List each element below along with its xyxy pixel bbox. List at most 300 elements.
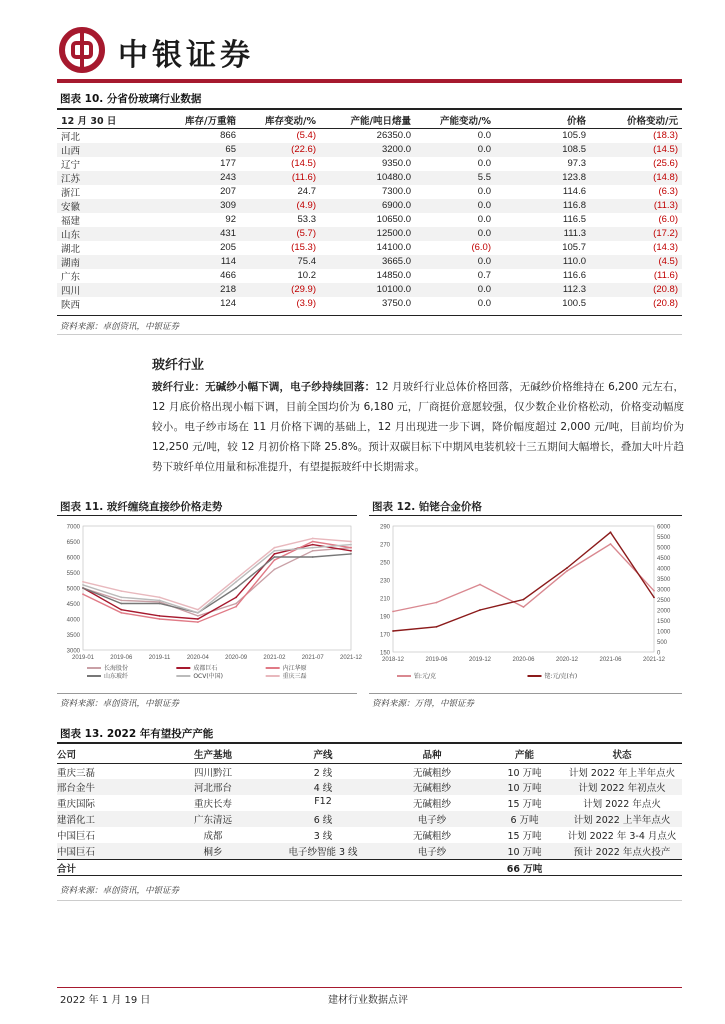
section-heading: 玻纤行业 bbox=[152, 358, 205, 373]
table13-cell: 无碱粗纱 bbox=[412, 767, 451, 779]
y-tick-label: 290 bbox=[379, 524, 390, 531]
table10-cell: 河北 bbox=[61, 131, 81, 143]
table10-cell: 92 bbox=[225, 214, 236, 225]
table10-cell: 四川 bbox=[57, 283, 152, 297]
data-point bbox=[350, 547, 352, 549]
table10-row bbox=[57, 283, 682, 297]
table10-cell: 123.8 bbox=[495, 171, 590, 185]
table13-cell: 河北邢台 bbox=[157, 779, 269, 795]
legend-label: 铑:元/克(右) bbox=[544, 673, 578, 681]
y-tick-label: 3500 bbox=[66, 633, 80, 639]
table13-cell: 6 线 bbox=[269, 811, 377, 827]
table10-cell: (29.9) bbox=[240, 283, 320, 297]
table13-cell: 4 线 bbox=[269, 779, 377, 795]
table13-top-rule bbox=[57, 742, 682, 744]
source-divider bbox=[57, 334, 682, 335]
data-point bbox=[274, 553, 276, 555]
table10-col-header: 产能变动/% bbox=[415, 113, 495, 128]
table10-row bbox=[57, 297, 682, 311]
province-glass-table bbox=[57, 113, 682, 311]
data-point bbox=[120, 600, 122, 602]
table13-cell bbox=[269, 859, 377, 875]
table10-cell: 0.0 bbox=[477, 214, 491, 225]
data-point bbox=[159, 618, 161, 620]
table13-cell: 重庆三磊 bbox=[57, 767, 96, 779]
data-point bbox=[610, 543, 612, 545]
table13-cell bbox=[377, 859, 487, 875]
table10-row bbox=[57, 255, 682, 269]
table10-cell: (5.7) bbox=[240, 227, 320, 241]
table13-cell: 计划 2022 上半年点火 bbox=[562, 811, 682, 827]
table10-cell: 466 bbox=[220, 270, 236, 281]
table13-cell bbox=[562, 859, 682, 875]
table10-cell: 安徽 bbox=[57, 199, 152, 213]
y2-tick-label: 4000 bbox=[657, 566, 671, 573]
table10-col-header: 库存变动/% bbox=[240, 113, 320, 128]
x-tick-label: 2019-12 bbox=[468, 657, 492, 663]
table10-row bbox=[57, 199, 682, 213]
data-point bbox=[120, 590, 122, 592]
table13-cell: 10 万吨 bbox=[507, 767, 542, 779]
x-tick-label: 2019-01 bbox=[71, 655, 95, 661]
table10-cell: 10480.0 bbox=[320, 171, 415, 185]
table10-cell: 108.5 bbox=[495, 143, 590, 157]
legend-label: 重庆三磊 bbox=[282, 673, 307, 681]
y-tick-label: 230 bbox=[379, 578, 390, 585]
table13-cell: 6 万吨 bbox=[487, 811, 562, 827]
data-point bbox=[653, 597, 655, 599]
y2-tick-label: 6000 bbox=[657, 524, 671, 531]
data-point bbox=[235, 603, 237, 605]
y-tick-label: 210 bbox=[379, 596, 390, 603]
footer-rule bbox=[57, 987, 682, 988]
data-point bbox=[610, 531, 612, 533]
data-point bbox=[274, 550, 276, 552]
table10-cell: 0.0 bbox=[477, 130, 491, 141]
table10-cell: 6900.0 bbox=[320, 199, 415, 213]
data-point bbox=[312, 547, 314, 549]
table10-cell: 0.7 bbox=[477, 270, 491, 281]
chart12-top-rule bbox=[369, 515, 682, 516]
y2-tick-label: 1000 bbox=[657, 629, 671, 636]
data-point bbox=[197, 621, 199, 623]
paragraph-body: 12 月玻纤行业总体价格回落，无碱纱价格维持在 6,200 元左右，12 月底价格出现小幅下调，目前全国均价为 6,180 元，厂商挺价意愿较强，仅少数企业价格松动，价格变动幅度较小。电子纱市场在 11 月价格下调的基础上，12 月出现进一步下调，降价幅度超过 2,000 元/吨，目前均价为 12,250 元/吨，较 12 月初价格下降 25.8%。预计双碳目标下中期风电装机较十三五期间大幅增长，叠加大叶片趋势下玻纤单位用量和标准提升，有望提振玻纤中长期需求。 bbox=[152, 381, 685, 473]
table10-cell: (20.8) bbox=[653, 298, 678, 309]
y2-tick-label: 1500 bbox=[657, 619, 671, 625]
table10-cell: (4.9) bbox=[240, 199, 320, 213]
table10-cell: 105.7 bbox=[562, 242, 586, 253]
y2-tick-label: 5500 bbox=[657, 535, 671, 541]
chart11-bottom-rule bbox=[57, 693, 357, 694]
table10-cell: 114.6 bbox=[562, 186, 586, 197]
legend-label: 长海股份 bbox=[104, 665, 129, 673]
table10-cell: 100.5 bbox=[562, 298, 586, 309]
table10-cell: 0.0 bbox=[415, 255, 495, 269]
data-point bbox=[235, 587, 237, 589]
data-point bbox=[436, 602, 438, 604]
table10-cell: 0.0 bbox=[415, 199, 495, 213]
data-point bbox=[120, 596, 122, 598]
data-point bbox=[350, 544, 352, 546]
table10-cell: 0.0 bbox=[477, 158, 491, 169]
table10-cell: (4.5) bbox=[590, 255, 682, 269]
footer-date: 2022 年 1 月 19 日 bbox=[60, 995, 151, 1006]
table13-cell: 3 线 bbox=[313, 831, 333, 842]
table13-cell: 重庆国际 bbox=[57, 799, 96, 810]
table10-cell: 福建 bbox=[61, 215, 81, 227]
data-point bbox=[197, 615, 199, 617]
brand-name: 中银证券 bbox=[118, 38, 254, 73]
table10-cell: (6.0) bbox=[471, 242, 491, 253]
table13-row bbox=[57, 827, 682, 843]
table13-cell: 预计 2022 年点火投产 bbox=[562, 843, 682, 859]
table10-cell: (14.5) bbox=[291, 158, 316, 169]
table10-cell: 辽宁 bbox=[61, 159, 81, 171]
y-tick-label: 150 bbox=[379, 650, 390, 657]
data-point bbox=[350, 553, 352, 555]
table13-cell: 计划 2022 年点火 bbox=[583, 799, 661, 810]
table13-cell: 建滔化工 bbox=[57, 811, 157, 827]
x-tick-label: 2021-12 bbox=[339, 655, 363, 661]
table10-cell: 243 bbox=[152, 171, 240, 185]
data-point bbox=[566, 570, 568, 572]
y2-tick-label: 2000 bbox=[657, 608, 671, 615]
table10-cell: (18.3) bbox=[653, 130, 678, 141]
y2-tick-label: 3000 bbox=[657, 587, 671, 594]
capacity-2022-table bbox=[57, 745, 682, 876]
table10-cell: 116.8 bbox=[495, 199, 590, 213]
table10-cell: 309 bbox=[152, 199, 240, 213]
table10-cell: 山东 bbox=[57, 227, 152, 241]
data-point bbox=[235, 606, 237, 608]
table10-cell: 12500.0 bbox=[320, 227, 415, 241]
table10-col-header: 价格变动/元 bbox=[590, 113, 682, 128]
x-tick-label: 2021-12 bbox=[642, 657, 666, 663]
data-point bbox=[523, 606, 525, 608]
data-point bbox=[120, 603, 122, 605]
table13-title: 图表 13. 2022 年有望投产产能 bbox=[60, 728, 214, 740]
x-tick-label: 2020-12 bbox=[555, 657, 579, 663]
paragraph-lead: 玻纤行业：无碱纱小幅下调，电子纱持续回落： bbox=[152, 381, 376, 393]
legend-label: 内江华原 bbox=[282, 665, 307, 673]
table13-cell: 15 万吨 bbox=[507, 831, 542, 842]
data-point bbox=[312, 556, 314, 558]
table10-source: 资料来源：卓创资讯，中银证券 bbox=[60, 322, 180, 332]
y-tick-label: 250 bbox=[379, 560, 390, 567]
table13-cell: 成都 bbox=[203, 831, 223, 842]
table10-row bbox=[57, 128, 682, 143]
table10-cell: (14.5) bbox=[590, 143, 682, 157]
y2-tick-label: 4500 bbox=[657, 556, 671, 562]
table10-title: 图表 10. 分省份玻璃行业数据 bbox=[60, 93, 202, 105]
x-tick-label: 2020-06 bbox=[512, 657, 535, 663]
table10-col-header: 产能/吨日熔量 bbox=[320, 113, 415, 128]
table10-cell: 116.5 bbox=[562, 214, 586, 225]
table13-cell: 10 万吨 bbox=[487, 843, 562, 859]
data-point bbox=[479, 584, 481, 586]
table10-cell: 110.0 bbox=[495, 255, 590, 269]
table10-row bbox=[57, 185, 682, 199]
y-tick-label: 5000 bbox=[66, 586, 80, 593]
table10-col-header: 价格 bbox=[495, 113, 590, 128]
table13-cell: 15 万吨 bbox=[507, 799, 542, 810]
table10-cell: 116.6 bbox=[562, 270, 586, 281]
source-divider bbox=[57, 900, 682, 901]
table10-cell: 0.0 bbox=[477, 298, 491, 309]
table10-cell: 湖南 bbox=[57, 255, 152, 269]
table13-col-header: 公司 bbox=[57, 745, 157, 763]
x-tick-label: 2019-06 bbox=[110, 655, 133, 661]
data-point bbox=[312, 550, 314, 552]
x-tick-label: 2021-02 bbox=[263, 655, 286, 661]
data-point bbox=[197, 618, 199, 620]
table10-cell: 0.0 bbox=[477, 186, 491, 197]
data-point bbox=[312, 544, 314, 546]
table10-cell: (22.6) bbox=[240, 143, 320, 157]
table10-cell: 105.9 bbox=[562, 130, 586, 141]
x-tick-label: 2020-09 bbox=[225, 655, 248, 661]
table13-cell: 计划 2022 年初点火 bbox=[562, 779, 682, 795]
table10-cell: (14.3) bbox=[653, 242, 678, 253]
table13-cell: 邢台金牛 bbox=[57, 779, 157, 795]
table13-cell: 无碱粗纱 bbox=[412, 831, 451, 842]
table10-cell: 浙江 bbox=[61, 187, 81, 199]
table10-cell: 3200.0 bbox=[320, 143, 415, 157]
data-point bbox=[274, 569, 276, 571]
table10-cell: 10650.0 bbox=[376, 214, 411, 225]
table10-cell: 0.0 bbox=[415, 283, 495, 297]
data-point bbox=[350, 541, 352, 543]
header-divider bbox=[57, 79, 682, 83]
table10-cell: (15.3) bbox=[291, 242, 316, 253]
table13-total-row bbox=[57, 859, 682, 875]
data-point bbox=[235, 596, 237, 598]
chart12-source: 资料来源：万得，中银证券 bbox=[372, 699, 475, 709]
fiberglass-roving-price-chart bbox=[57, 518, 363, 688]
table10-row bbox=[57, 269, 682, 283]
data-point bbox=[312, 538, 314, 540]
x-tick-label: 2019-06 bbox=[425, 657, 448, 663]
table13-cell: F12 bbox=[314, 796, 332, 807]
legend-label: 山东玻纤 bbox=[104, 673, 129, 681]
chart11-top-rule bbox=[57, 515, 357, 516]
table10-row bbox=[57, 227, 682, 241]
table13-row bbox=[57, 763, 682, 779]
data-point bbox=[566, 567, 568, 569]
table13-col-header: 产线 bbox=[269, 745, 377, 763]
table10-cell: 218 bbox=[152, 283, 240, 297]
y2-tick-label: 3500 bbox=[657, 577, 671, 583]
y-tick-label: 5500 bbox=[66, 571, 80, 577]
table13-row bbox=[57, 795, 682, 811]
table10-cell: 112.3 bbox=[495, 283, 590, 297]
table13-col-header: 状态 bbox=[562, 745, 682, 763]
data-point bbox=[274, 559, 276, 561]
x-tick-label: 2018-12 bbox=[381, 657, 405, 663]
data-point bbox=[82, 581, 84, 583]
table13-col-header: 产能 bbox=[487, 745, 562, 763]
table10-row bbox=[57, 171, 682, 185]
x-tick-label: 2019-11 bbox=[148, 655, 171, 661]
data-point bbox=[120, 609, 122, 611]
table13-cell: 计划 2022 年 3-4 月点火 bbox=[567, 831, 677, 842]
data-point bbox=[274, 556, 276, 558]
table10-cell: 3665.0 bbox=[320, 255, 415, 269]
y-tick-label: 3000 bbox=[66, 648, 80, 655]
data-point bbox=[159, 600, 161, 602]
chart12-bottom-rule bbox=[369, 693, 682, 694]
table13-cell: 2 线 bbox=[313, 767, 333, 779]
y-tick-label: 6000 bbox=[66, 555, 80, 562]
y-tick-label: 190 bbox=[379, 614, 390, 621]
table13-cell: 电子纱智能 3 线 bbox=[269, 843, 377, 859]
section-paragraph bbox=[152, 377, 684, 477]
x-tick-label: 2021-07 bbox=[301, 655, 324, 661]
table13-source: 资料来源：卓创资讯，中银证券 bbox=[60, 886, 180, 896]
table10-cell: 14100.0 bbox=[376, 242, 411, 253]
table10-cell: (14.8) bbox=[590, 171, 682, 185]
table10-cell: 湖北 bbox=[61, 243, 81, 255]
table10-row bbox=[57, 213, 682, 227]
data-point bbox=[159, 615, 161, 617]
table13-cell: 中国巨石 bbox=[57, 831, 96, 842]
table10-cell: (17.2) bbox=[590, 227, 682, 241]
table10-cell: 177 bbox=[220, 158, 236, 169]
data-point bbox=[653, 590, 655, 592]
table10-col-header: 12 月 30 日 bbox=[57, 113, 152, 128]
table10-cell: 114 bbox=[152, 255, 240, 269]
table13-row bbox=[57, 811, 682, 827]
table13-cell: 无碱粗纱 bbox=[412, 799, 451, 810]
table13-cell bbox=[157, 859, 269, 875]
y-tick-label: 4500 bbox=[66, 602, 80, 608]
legend-label: 铂:元/克 bbox=[414, 673, 437, 681]
table10-col-header: 库存/万重箱 bbox=[152, 113, 240, 128]
table10-cell: 3750.0 bbox=[381, 298, 411, 309]
table10-cell: 14850.0 bbox=[376, 270, 411, 281]
footer-report-type: 建材行业数据点评 bbox=[328, 995, 408, 1006]
table10-cell: 866 bbox=[220, 130, 236, 141]
y2-tick-label: 2500 bbox=[657, 598, 671, 604]
data-point bbox=[159, 596, 161, 598]
table10-cell: (25.6) bbox=[653, 158, 678, 169]
data-point bbox=[82, 584, 84, 586]
table10-cell: 75.4 bbox=[240, 255, 320, 269]
y-tick-label: 4000 bbox=[66, 617, 80, 624]
table10-cell: 0.0 bbox=[415, 143, 495, 157]
table10-cell: 山西 bbox=[57, 143, 152, 157]
table13-header-row bbox=[57, 745, 682, 763]
table13-cell: 广东清远 bbox=[157, 811, 269, 827]
y-tick-label: 6500 bbox=[66, 540, 80, 546]
total-label: 合计 bbox=[57, 859, 157, 875]
table13-cell: 桐乡 bbox=[157, 843, 269, 859]
table10-cell: 10.2 bbox=[297, 270, 316, 281]
legend-label: 成都巨石 bbox=[193, 665, 218, 673]
table10-cell: 111.3 bbox=[495, 227, 590, 241]
data-point bbox=[523, 599, 525, 601]
data-point bbox=[197, 609, 199, 611]
table13-row bbox=[57, 843, 682, 859]
chart11-title: 图表 11. 玻纤缠绕直接纱价格走势 bbox=[60, 501, 223, 513]
table10-cell: 431 bbox=[152, 227, 240, 241]
data-point bbox=[82, 587, 84, 589]
table10-cell: (6.3) bbox=[658, 186, 678, 197]
table13-cell: 重庆长寿 bbox=[193, 799, 232, 810]
table10-cell: 10100.0 bbox=[320, 283, 415, 297]
table10-cell: 广东 bbox=[61, 271, 81, 283]
y2-tick-label: 0 bbox=[657, 650, 661, 657]
pt-rh-alloy-price-chart bbox=[369, 518, 682, 688]
table10-cell: 207 bbox=[220, 186, 236, 197]
table13-col-header: 生产基地 bbox=[157, 745, 269, 763]
table13-cell: 无碱粗纱 bbox=[377, 779, 487, 795]
table13-cell: 四川黔江 bbox=[193, 767, 232, 779]
data-point bbox=[120, 612, 122, 614]
total-value: 66 万吨 bbox=[487, 859, 562, 875]
table10-cell: (20.8) bbox=[590, 283, 682, 297]
plot-area bbox=[393, 526, 654, 652]
table10-row bbox=[57, 241, 682, 255]
table13-cell: 中国巨石 bbox=[57, 843, 157, 859]
table10-cell: 24.7 bbox=[297, 186, 316, 197]
legend-label: OCV(中国) bbox=[193, 673, 224, 681]
table10-cell: 124 bbox=[220, 298, 236, 309]
data-point bbox=[197, 612, 199, 614]
table10-cell: (11.6) bbox=[240, 171, 320, 185]
table10-cell: 205 bbox=[220, 242, 236, 253]
y-tick-label: 270 bbox=[379, 542, 390, 549]
table10-cell: (11.6) bbox=[653, 270, 678, 281]
data-point bbox=[436, 626, 438, 628]
table10-cell: (3.9) bbox=[296, 298, 316, 309]
table10-cell: (5.4) bbox=[296, 130, 316, 141]
data-point bbox=[312, 541, 314, 543]
y2-tick-label: 5000 bbox=[657, 545, 671, 552]
table10-cell: 53.3 bbox=[297, 214, 316, 225]
chart11-source: 资料来源：卓创资讯，中银证券 bbox=[60, 699, 180, 709]
boc-logo-icon bbox=[60, 28, 104, 72]
table10-cell: 65 bbox=[152, 143, 240, 157]
table10-cell: 97.3 bbox=[567, 158, 586, 169]
table13-cell: 计划 2022 年上半年点火 bbox=[568, 767, 676, 779]
table10-cell: 0.0 bbox=[415, 227, 495, 241]
data-point bbox=[392, 611, 394, 613]
x-tick-label: 2020-04 bbox=[186, 655, 209, 661]
table13-col-header: 品种 bbox=[377, 745, 487, 763]
data-point bbox=[350, 550, 352, 552]
table10-cell: 陕西 bbox=[61, 299, 81, 311]
data-point bbox=[159, 603, 161, 605]
table10-cell: 9350.0 bbox=[381, 158, 411, 169]
table10-cell: 5.5 bbox=[415, 171, 495, 185]
table13-cell: 10 万吨 bbox=[487, 779, 562, 795]
table10-row bbox=[57, 143, 682, 157]
table10-top-rule bbox=[57, 108, 682, 110]
table10-cell: (11.3) bbox=[590, 199, 682, 213]
data-point bbox=[82, 593, 84, 595]
table10-cell: 7300.0 bbox=[381, 186, 411, 197]
table10-header-row bbox=[57, 113, 682, 128]
table13-cell: 电子纱 bbox=[377, 811, 487, 827]
y-tick-label: 170 bbox=[379, 632, 390, 639]
table10-cell: 26350.0 bbox=[376, 130, 411, 141]
table10-bottom-rule bbox=[57, 315, 682, 316]
data-point bbox=[235, 578, 237, 580]
y2-tick-label: 500 bbox=[657, 640, 668, 646]
chart12-title: 图表 12. 铂铑合金价格 bbox=[372, 501, 482, 513]
table13-cell: 电子纱 bbox=[377, 843, 487, 859]
